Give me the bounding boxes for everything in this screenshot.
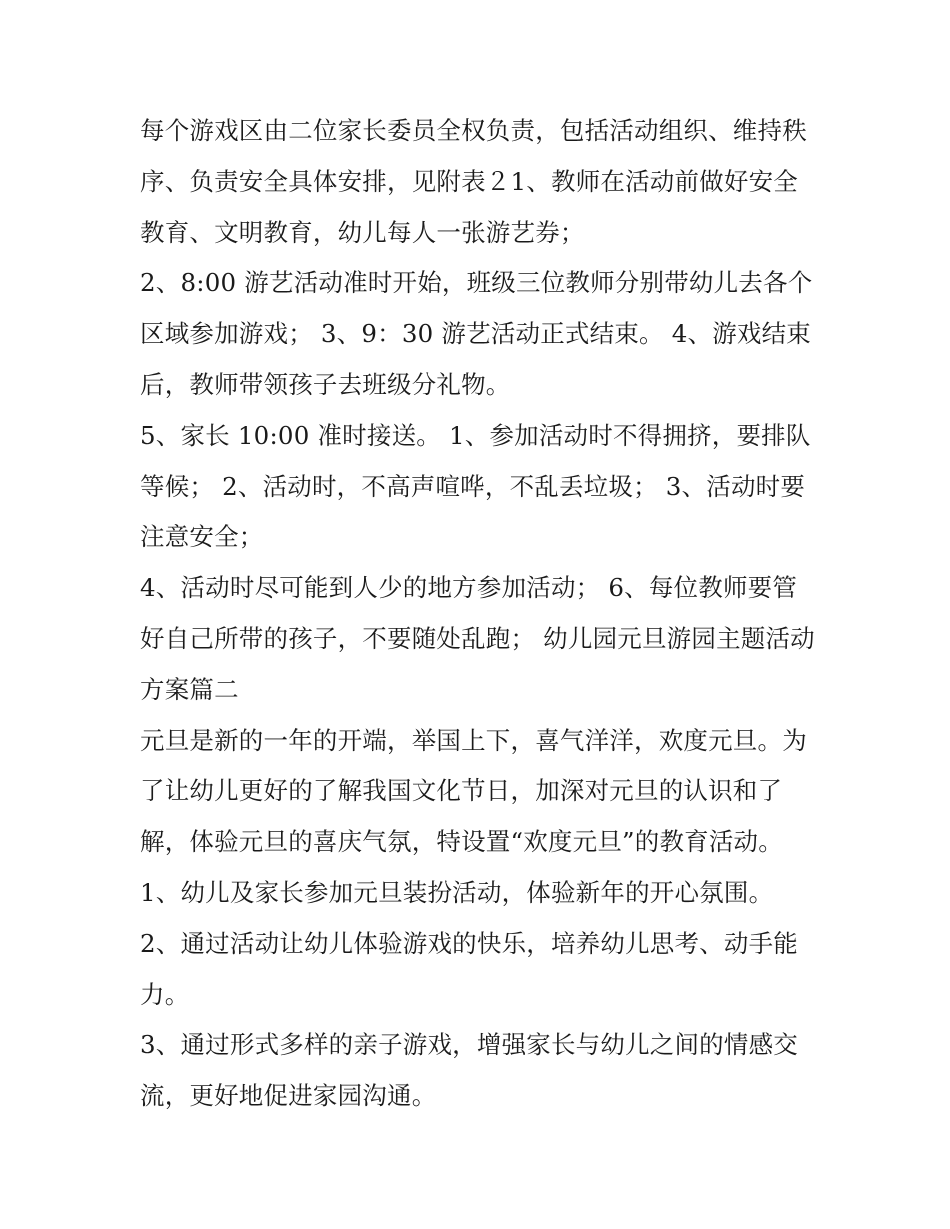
paragraph-6: 1、幼儿及家长参加元旦装扮活动，体验新年的开心氛围。 [140, 877, 774, 907]
paragraph-7: 2、通过活动让幼儿体验游戏的快乐，培养幼儿思考、动手能力。 [140, 928, 798, 1009]
paragraph-8: 3、通过形式多样的亲子游戏，增强家长与幼儿之间的情感交流，更好地促进家园沟通。 [140, 1030, 798, 1111]
paragraph-1: 每个游戏区由二位家长委员全权负责，包括活动组织、维持秩序、负责安全具体安排，见附表２1、教师在活动前做好安全教育、文明教育，幼儿每人一张游艺券； [140, 116, 807, 247]
paragraph-5: 元旦是新的一年的开端，举国上下，喜气洋洋，欢度元旦。为了让幼儿更好的了解我国文化节日，加深对元旦的认识和了解，体验元旦的喜庆气氛，特设置“欢度元旦”的教育活动。 [140, 725, 807, 857]
paragraph-3: 5、家长 10:00 准时接送。 1、参加活动时不得拥挤，要排队等候； 2、活动时，不高声喧哗，不乱丢垃圾； 3、活动时要注意安全； [140, 420, 811, 552]
paragraph-4: 4、活动时尽可能到人少的地方参加活动； 6、每位教师要管好自己所带的孩子，不要随处乱跑； 幼儿园元旦游园主题活动方案篇二 [140, 573, 815, 704]
paragraph-2: 2、8:00 游艺活动准时开始，班级三位教师分别带幼儿去各个区域参加游戏； 3、9：30 游艺活动正式结束。 4、游戏结束后，教师带领孩子去班级分礼物。 [140, 268, 813, 399]
document-body [140, 106, 820, 1122]
